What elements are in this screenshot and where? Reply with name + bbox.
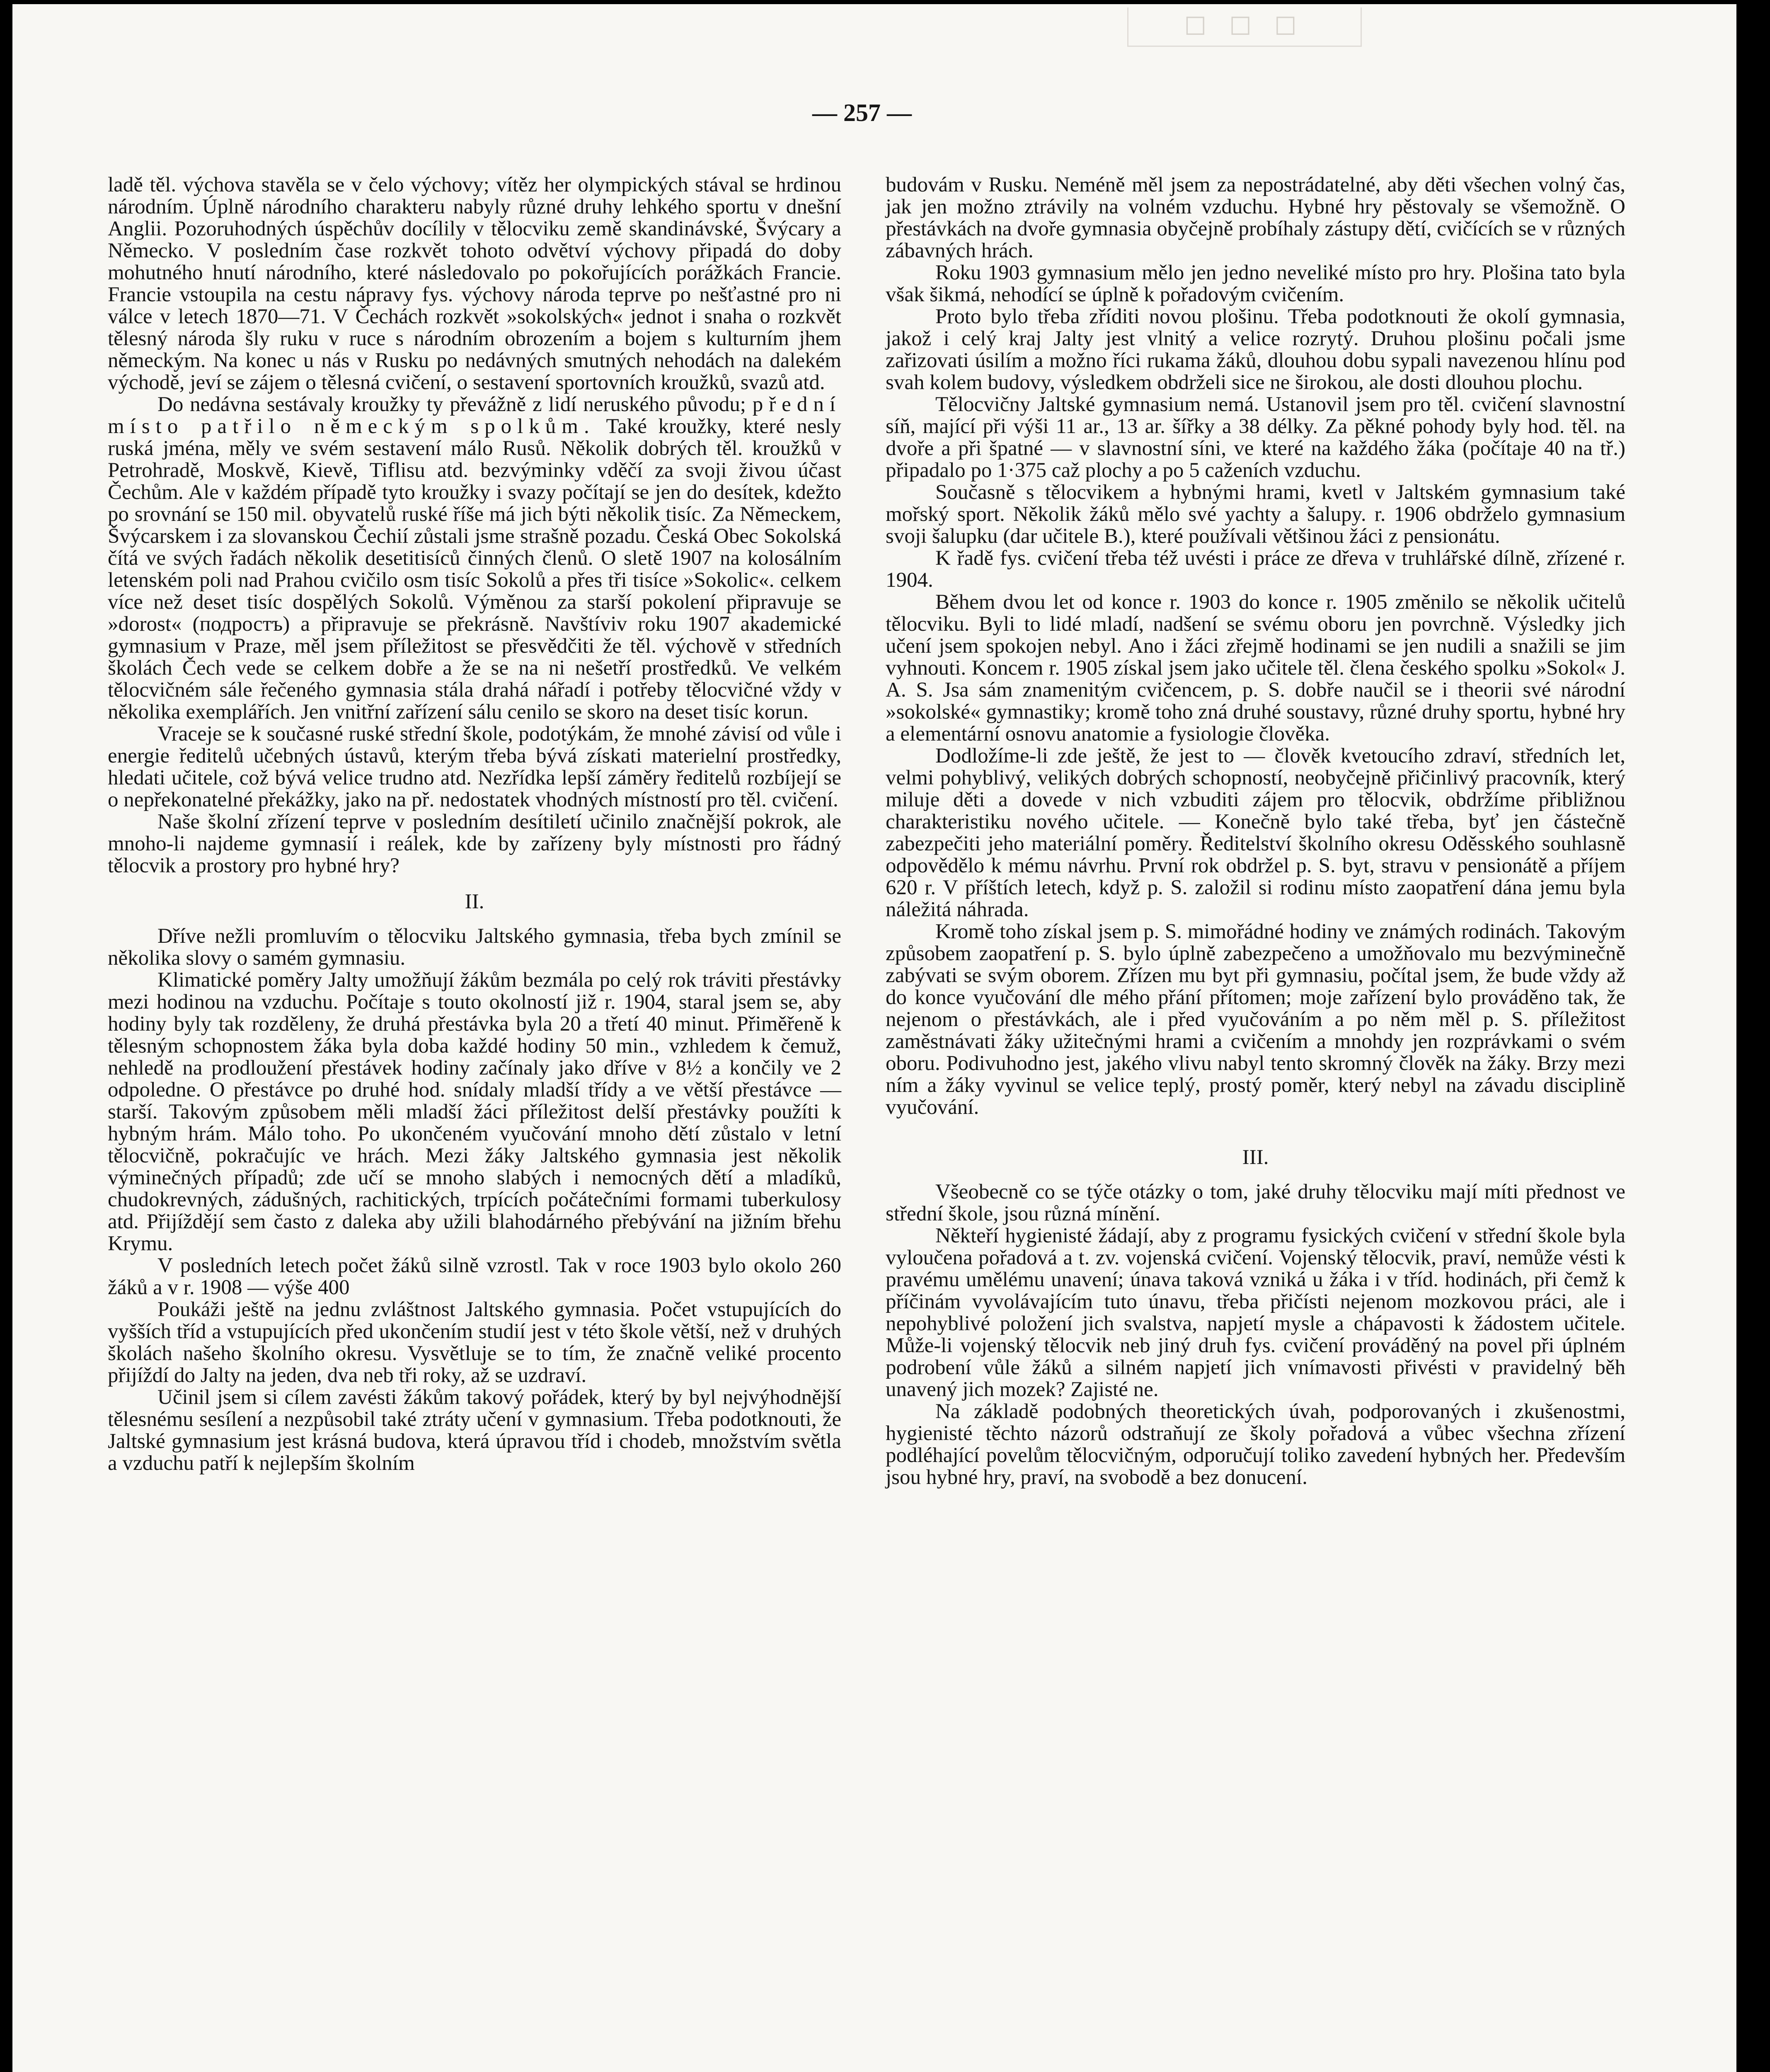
paragraph: Kromě toho získal jsem p. S. mimořádné hodiny ve známých rodinách. Takovým způsobem zaopatření p. S. bylo úplně zabezpečeno a umožňovalo mu bezvýminečně zabývati se svým oborem. Zřízen mu byt při gymnasiu, počítal jsem, že bude vždy až do konce vyučování dle mého přání přítomen; moje zařízení bylo prováděno tak, že nejenom o přestávkách, ale i před vyučováním a po něm měl p. S. příležitost zaměstnávati žáky užitečnými hrami a cvičením a mnohdy jen rozprávkami o svém oboru. Podivuhodno jest, jakého vlivu nabyl tento skromný člověk na žáky. Brzy mezi ním a žáky vyvinul se velice teplý, prostý poměr, který nebyl na závadu disciplině vyučování. <box>886 920 1625 1119</box>
paragraph: Naše školní zřízení teprve v posledním desítiletí učinilo značnější pokrok, ale mnoho-li najdeme gymnasií i reálek, kde by zařízeny byly místnosti pro řádný tělocvik a prostory pro hybné hry? <box>108 810 841 877</box>
paragraph: Dodložíme-li zde ještě, že jest to — člověk kvetoucího zdraví, středních let, velmi pohyblivý, velikých dobrých schopností, neobyčejně přičinlivý pracovník, který miluje děti a dovede v nich vzbuditi zájem pro tělocvik, obdržíme přibližnou charakteristiku nového učitele. — Konečně bylo také třeba, byť jen částečně zabezpečiti jeho materiální poměry. Ředitelství školního okresu Oděsského souhlasně odpovědělo k mému návrhu. První rok obdržel p. S. byt, stravu v pensionátě a příjem 620 r. V příštích letech, když p. S. založil si rodinu místo zaopatření dána jemu byla náležitá náhrada. <box>886 744 1625 921</box>
left-column <box>108 174 841 1474</box>
paragraph: Během dvou let od konce r. 1903 do konce r. 1905 změnilo se několik učitelů tělocviku. Byli to lidé mladí, nadšení se svému oboru jen povrchně. Výsledky jich učení jsem spokojen nebyl. Ano i žáci zřejmě hodinami se jen nudili a snažili se jim vyhnouti. Koncem r. 1905 získal jsem jako učitele těl. člena českého spolku »Sokol« J. A. S. Jsa sám znamenitým cvičencem, p. S. dobře naučil se i theorii své národní »sokolské« gymnastiky; kromě toho zná druhé soustavy, různé druhy sportu, hybné hry a elementární osnovu anatomie a fysiologie člověka. <box>886 591 1625 746</box>
right-column <box>886 174 1625 1489</box>
paragraph: Roku 1903 gymnasium mělo jen jedno neveliké místo pro hry. Plošina tato byla však šikmá, nehodící se úplně k pořadovým cvičením. <box>886 261 1625 306</box>
library-stamp: ☐ ☐ ☐ <box>1127 7 1362 47</box>
paragraph <box>108 394 841 723</box>
paragraph: Někteří hygienisté žádají, aby z programu fysických cvičení v střední škole byla vyloučena pořadová a t. zv. vojenská cvičení. Vojenský tělocvik, praví, nemůže vésti k pravému umělému unavení; únava taková vzniká u žáka i v tříd. hodinách, při čemž k příčinám vyvolávajícím tuto únavu, třeba přičísti nejenom mozkovou práci, ale i nepohyblivé položení jich svalstva, napjetí mysle a chápavosti k žádostem učitele. Může-li vojenský tělocvik neb jiný druh fys. cvičení prováděný na povel při úplném podrobení vůle žáků a silném napjetí jich vnímavosti přivésti v pravidelný běh unavený jich mozek? Zajisté ne. <box>886 1224 1625 1401</box>
paragraph: Současně s tělocvikem a hybnými hrami, kvetl v Jaltském gymnasium také mořský sport. Několik žáků mělo své yachty a šalupy. r. 1906 obdrželo gymnasium svoji šalupku (dar učitele B.), které používali většinou žáci z pensionátu. <box>886 481 1625 548</box>
paragraph: Všeobecně co se týče otázky o tom, jaké druhy tělocviku mají míti přednost ve střední škole, jsou různá mínění. <box>886 1180 1625 1225</box>
page-number: — 257 — <box>812 99 912 126</box>
paragraph: ladě těl. výchova stavěla se v čelo výchovy; vítěz her olympických stával se hrdinou národním. Úplně národního charakteru nabyly různé druhy lehkého sportu v dnešní Anglii. Pozoruhodných úspěchův docílily v tělocviku země skandinávské, Švýcary a Německo. V posledním čase rozkvět tohoto odvětví výchovy připadá do doby mohutného hnutí národního, které následovalo po pokořujících porážkách Francie. Francie vstoupila na cestu nápravy fys. výchovy národa teprve po nešťastné pro ni válce v letech 1870—71. V Čechách rozkvět »sokolských« jednot i snaha o rozkvět tělesný národa šly ruku v ruce s národním obrozením a bojem s kulturním jhem německým. Na konec u nás v Rusku po nedávných smutných nehodách na dalekém východě, jeví se zájem o tělesná cvičení, o sestavení sportovních kroužků, svazů atd. <box>108 173 841 394</box>
spaced-emphasis: přední místo patřilo německým spolkům. <box>108 393 841 438</box>
paragraph: budovám v Rusku. Neméně měl jsem za nepostrádatelné, aby děti všechen volný čas, jak jen možno ztrávily na volném vzduchu. Hybné hry pěstovaly se všemožně. O přestávkách na dvoře gymnasia obyčejně probíhaly zástupy dětí, cvičících se v různých zábavných hrách. <box>886 173 1625 262</box>
paragraph: Poukáži ještě na jednu zvláštnost Jaltského gymnasia. Počet vstupujících do vyšších tříd a vstupujících před ukončením studií jest v této škole větší, než v druhých školách našeho školního okresu. Vysvětluje se to tím, že značně veliké procento přijíždí do Jalty na jeden, dva neb tři roky, až se uzdraví. <box>108 1298 841 1387</box>
section-heading-III: III. <box>1242 1146 1269 1169</box>
paragraph: V posledních letech počet žáků silně vzrostl. Tak v roce 1903 bylo okolo 260 žáků a v r. 1908 — výše 400 <box>108 1254 841 1299</box>
section-heading-II: II. <box>465 890 484 913</box>
paragraph: Proto bylo třeba zříditi novou plošinu. Třeba podotknouti že okolí gymnasia, jakož i celý kraj Jalty jest vlnitý a velice rozrytý. Druhou plošinu počali jsme zařizovati úsilím a možno říci rukama žáků, dlouhou dobu sypali navezenou hlínu pod svah kolem budovy, výsledkem obdrželi sice ne širokou, ale dosti dlouhou plochu. <box>886 305 1625 394</box>
spacer <box>886 1118 1625 1133</box>
paragraph: Na základě podobných theoretických úvah, podporovaných i zkušenostmi, hygienisté těchto názorů odstraňují ze školy pořadová a vůbec všechna zřízení podléhající povelům tělocvičným, odporučují toliko zavedení hybných her. Především jsou hybné hry, praví, na svobodě a bez donucení. <box>886 1400 1625 1489</box>
text-run: Také kroužky, které nesly ruská jména, měly ve svém sestavení málo Rusů. Několik dobrých těl. kroužků v Petrohradě, Moskvě, Kievě, Tiflisu atd. bezvýminky vděčí za svoji živou účast Čechům. Ale v každém případě tyto kroužky i svazy počítají se jen do desítek, kdežto po srovnání se 150 mil. obyvatelů ruské říše má jich býti několik tisíc. Za Německem, Švýcarskem i za slovanskou Čechií zůstali jsme strašně pozadu. Česká Obec Sokolská čítá ve svých řadách několik desetitisíců činných členů. O sletě 1907 na kolosálním letenském poli nad Prahou cvičilo osm tisíc Sokolů a přes tři tisíce »Sokolic«. celkem více než deset tisíc dospělých Sokolů. Výměnou za starší pokolení připravuje se »dorost« (подростъ) a připravuje se překrásně. Navštíviv roku 1907 akademické gymnasium v Praze, měl jsem příležitost se přesvědčiti že těl. výchově v středních školách Čech vede se celkem dobře a že se na ni nešetří prostředků. Ve velkém tělocvičném sále řečeného gymnasia stála drahá nářadí i potřeby tělocvičné vždy v několika exemplářích. Jen vnitřní zařízení sálu cenilo se skoro na deset tisíc korun. <box>108 415 841 724</box>
text-run: Do nedávna sestávaly kroužky ty převážně z lidí neruského původu; <box>157 393 746 416</box>
paragraph: K řadě fys. cvičení třeba též uvésti i práce ze dřeva v truhlářské dílně, zřízené r. 1904. <box>886 547 1625 592</box>
paragraph: Učinil jsem si cílem zavésti žákům takový pořádek, který by byl nejvýhodnější tělesnému sesílení a nezpůsobil také ztráty učení v gymnasium. Třeba podotknouti, že Jaltské gymnasium jest krásná budova, která úpravou tříd i chodeb, množstvím světla a vzduchu patří k nejlepším školním <box>108 1386 841 1475</box>
paragraph: Dříve nežli promluvím o tělocviku Jaltského gymnasia, třeba bych zmínil se několika slovy o samém gymnasiu. <box>108 925 841 970</box>
paragraph: Tělocvičny Jaltské gymnasium nemá. Ustanovil jsem pro těl. cvičení slavnostní síň, mající při výši 11 ar., 13 ar. šířky a 38 délky. Za pěkné pohody byly hod. těl. na dvoře a při špatné — v slavnostní síni, ve které na každého žáka (počítaje 40 na tř.) připadalo po 1·375 caž plochy a po 5 caženích vzduchu. <box>886 393 1625 482</box>
paragraph: Klimatické poměry Jalty umožňují žákům bezmála po celý rok tráviti přestávky mezi hodinou na vzduchu. Počítaje s touto okolností již r. 1904, staral jsem se, aby hodiny byly tak rozděleny, že druhá přestávka byla 20 a třetí 40 minut. Přiměřeně k tělesným schopnostem žáka byla doba každé hodiny 50 min., vzhledem k čemuž, nehledě na prodloužení přestávek hodiny začínaly jako dříve v 8½ a končily ve 2 odpoledne. O přestávce po druhé hod. snídaly mladší třídy a ve větší přestávce — starší. Takovým způsobem měli mladší žáci příležitost delší přestávky použíti k hybným hrám. Málo toho. Po ukončeném vyučování mnoho dětí zůstalo v letní tělocvičně, pokračujíc ve hrách. Mezi žáky Jaltského gymnasia jest několik výminečných případů; zde učí se mnoho slabých i nemocných dětí a mladíků, chudokrevných, zádušných, rachitických, trpících počátečními formami tuberkulosy atd. Přijíždějí sem často z daleka aby užili blahodárného přebývání na jižním břehu Krymu. <box>108 968 841 1255</box>
paragraph: Vraceje se k současné ruské střední škole, podotýkám, že mnohé závisí od vůle i energie ředitelů učebných ústavů, kterým třeba bývá získati materielní prostředky, hledati učitele, což bývá velice trudno atd. Nezřídka lepší záměry ředitelů rozbíjejí se o nepřekonatelné překážky, jako na př. nedostatek vhodných místností pro těl. cvičení. <box>108 722 841 811</box>
